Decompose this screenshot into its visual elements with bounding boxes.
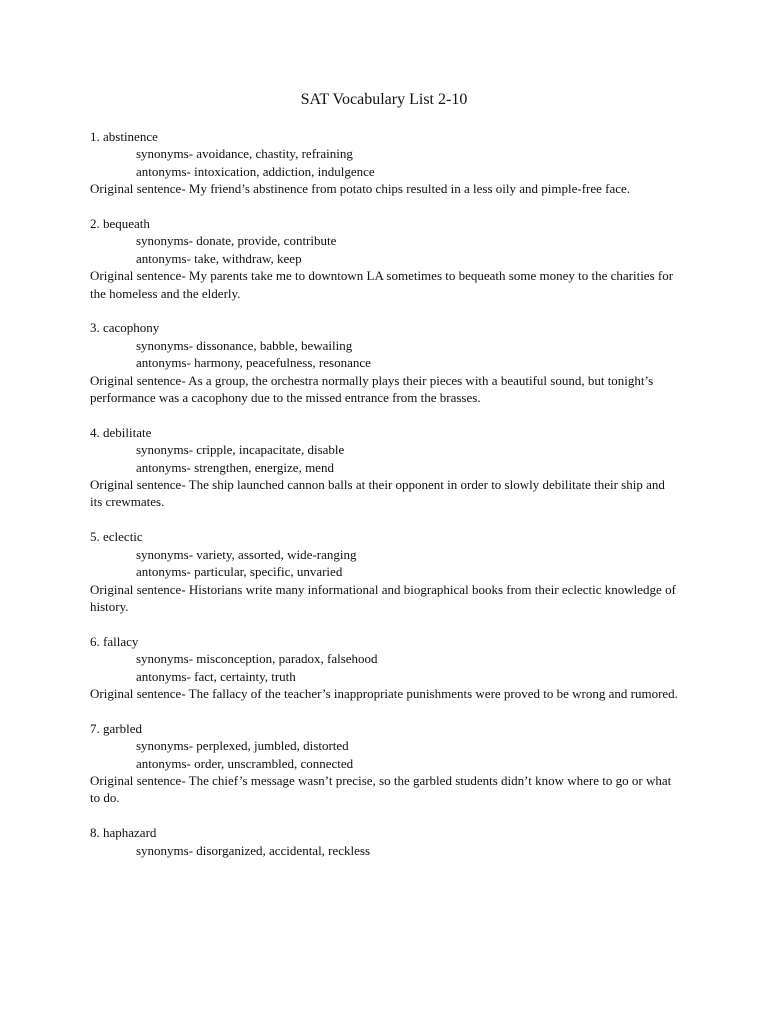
entry-sentence: Original sentence- The chief’s message wasn’t precise, so the garbled students didn’t know where to go or what to do. — [90, 772, 672, 806]
entry-antonyms: antonyms- strengthen, energize, mend — [136, 459, 334, 475]
vocabulary-list — [90, 128, 680, 876]
entry-antonyms: antonyms- order, unscrambled, connected — [136, 755, 354, 771]
entry-synonyms: synonyms- donate, provide, contribute — [136, 233, 337, 249]
entry-synonyms: synonyms- dissonance, babble, bewailing — [136, 337, 353, 353]
entry-sentence: Original sentence- My parents take me to downtown LA sometimes to bequeath some money to the charities for the homeless and the elderly. — [90, 268, 674, 301]
entry-synonyms: synonyms- avoidance, chastity, refraining — [136, 146, 353, 162]
entry-heading: 1. abstinence — [90, 129, 158, 144]
page-title: SAT Vocabulary List 2-10 — [300, 91, 468, 108]
entry-sentence: Original sentence- My friend’s abstinence from potato chips resulted in a less oily and pimple-free face. — [90, 181, 631, 197]
entry-heading: 6. fallacy — [90, 633, 139, 649]
entry-sentence: Original sentence- Historians write many informational and biographical books from their eclectic knowledge of history. — [90, 581, 676, 614]
entry-synonyms: synonyms- disorganized, accidental, reckless — [136, 842, 371, 858]
entry-heading: 7. garbled — [90, 720, 142, 736]
entry-synonyms: synonyms- misconception, paradox, falsehood — [136, 651, 378, 667]
entry-heading: 5. eclectic — [90, 529, 143, 545]
entry-antonyms: antonyms- fact, certainty, truth — [136, 668, 296, 684]
entry-sentence: Original sentence- As a group, the orchestra normally plays their pieces with a beautiful sound, but tonight’s performance was a cacophony due to the missed entrance from the brasses. — [90, 372, 654, 406]
vocab-entry — [90, 319, 680, 406]
entry-heading: 8. haphazard — [90, 825, 157, 841]
entry-synonyms: synonyms- perplexed, jumbled, distorted — [136, 738, 349, 754]
entry-antonyms: antonyms- take, withdraw, keep — [136, 250, 302, 266]
vocab-entry — [90, 215, 680, 302]
vocab-entry — [90, 720, 680, 807]
vocab-entry — [90, 824, 680, 859]
entry-sentence: Original sentence- The fallacy of the teacher’s inappropriate punishments were proved to be wrong and rumored. — [90, 685, 678, 701]
entry-antonyms: antonyms- particular, specific, unvaried — [136, 564, 343, 580]
entry-synonyms: synonyms- cripple, incapacitate, disable — [136, 442, 345, 458]
vocab-entry — [90, 424, 680, 511]
entry-heading: 2. bequeath — [90, 216, 150, 232]
entry-synonyms: synonyms- variety, assorted, wide-ranging — [136, 546, 357, 562]
vocab-entry — [90, 128, 680, 198]
entry-antonyms: antonyms- intoxication, addiction, indulgence — [136, 163, 375, 179]
vocab-entry — [90, 633, 680, 703]
entry-heading: 4. debilitate — [90, 424, 152, 440]
entry-heading: 3. cacophony — [90, 320, 160, 336]
entry-sentence: Original sentence- The ship launched cannon balls at their opponent in order to slowly debilitate their ship and its crewmates. — [90, 477, 665, 510]
vocab-entry — [90, 528, 680, 615]
entry-antonyms: antonyms- harmony, peacefulness, resonance — [136, 355, 371, 371]
